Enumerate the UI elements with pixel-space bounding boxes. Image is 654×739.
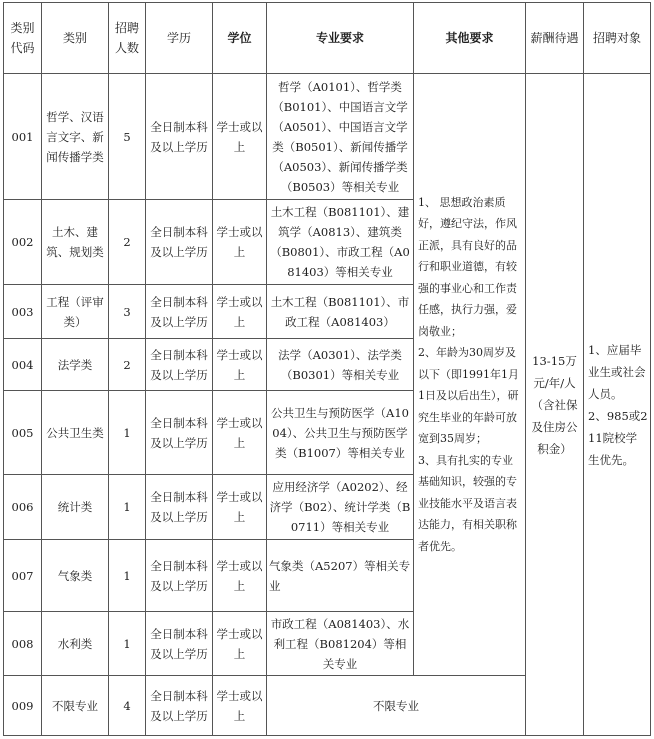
- cell-major: 公共卫生与预防医学（A1004）、公共卫生与预防医学类（B1007）等相关专业: [267, 391, 414, 475]
- target-item: 1、应届毕业生或社会人员。: [588, 342, 646, 401]
- target-item: 2、985或211院校学生优先。: [588, 408, 648, 467]
- cell-major: 土木工程（B081101）、市政工程（A081403）: [267, 285, 414, 339]
- cell-major: 气象类（A5207）等相关专业: [267, 540, 414, 612]
- cell-code: 007: [4, 540, 42, 612]
- header-other: 其他要求: [414, 3, 526, 74]
- cell-count: 2: [109, 339, 146, 391]
- salary-cell: 13-15万元/年/人（含社保及住房公积金）: [526, 74, 584, 736]
- cell-code: 002: [4, 200, 42, 285]
- cell-major: 不限专业: [267, 676, 526, 736]
- cell-category: 统计类: [42, 475, 109, 540]
- cell-education: 全日制本科及以上学历: [146, 676, 213, 736]
- header-count: 招聘人数: [109, 3, 146, 74]
- cell-code: 003: [4, 285, 42, 339]
- cell-education: 全日制本科及以上学历: [146, 74, 213, 200]
- cell-code: 005: [4, 391, 42, 475]
- cell-count: 4: [109, 676, 146, 736]
- cell-count: 1: [109, 540, 146, 612]
- cell-major: 应用经济学（A0202）、经济学（B02）、统计学类（B0711）等相关专业: [267, 475, 414, 540]
- cell-major: 土木工程（B081101）、建筑学（A0813）、建筑类（B0801）、市政工程（A081403）等相关专业: [267, 200, 414, 285]
- recruitment-table: [3, 2, 651, 736]
- cell-degree: 学士或以上: [213, 200, 267, 285]
- other-requirements-cell: [414, 74, 526, 676]
- header-category: 类别: [42, 3, 109, 74]
- cell-code: 009: [4, 676, 42, 736]
- cell-category: 气象类: [42, 540, 109, 612]
- header-major: 专业要求: [267, 3, 414, 74]
- cell-count: 1: [109, 612, 146, 676]
- table-row: [4, 74, 651, 200]
- cell-degree: 学士或以上: [213, 391, 267, 475]
- other-requirement-item: 1、 思想政治素质好，遵纪守法，作风正派，具有良好的品行和职业道德，有较强的事业心和工作责任感，执行力强，爱岗敬业；: [418, 195, 517, 338]
- cell-major: 市政工程（A081403）、水利工程（B081204）等相关专业: [267, 612, 414, 676]
- cell-category: 公共卫生类: [42, 391, 109, 475]
- cell-degree: 学士或以上: [213, 339, 267, 391]
- cell-major: 哲学（A0101）、哲学类（B0101）、中国语言文学（A0501）、中国语言文学类（B0501）、新闻传播学（A0503）、新闻传播学类（B0503）等相关专业: [267, 74, 414, 200]
- cell-category: 工程（评审类）: [42, 285, 109, 339]
- cell-degree: 学士或以上: [213, 612, 267, 676]
- cell-education: 全日制本科及以上学历: [146, 540, 213, 612]
- cell-code: 001: [4, 74, 42, 200]
- cell-category: 土木、建筑、规划类: [42, 200, 109, 285]
- header-degree: 学位: [213, 3, 267, 74]
- header-target: 招聘对象: [584, 3, 651, 74]
- cell-degree: 学士或以上: [213, 540, 267, 612]
- cell-major: 法学（A0301）、法学类（B0301）等相关专业: [267, 339, 414, 391]
- cell-code: 008: [4, 612, 42, 676]
- other-requirement-item: 3、具有扎实的专业基础知识，较强的专业技能水平及语言表达能力，有相关职称者优先。: [418, 453, 517, 553]
- cell-code: 006: [4, 475, 42, 540]
- cell-category: 法学类: [42, 339, 109, 391]
- cell-education: 全日制本科及以上学历: [146, 200, 213, 285]
- cell-count: 5: [109, 74, 146, 200]
- cell-education: 全日制本科及以上学历: [146, 612, 213, 676]
- cell-count: 3: [109, 285, 146, 339]
- header-education: 学历: [146, 3, 213, 74]
- header-salary: 薪酬待遇: [526, 3, 584, 74]
- cell-category: 哲学、汉语言文字、新闻传播学类: [42, 74, 109, 200]
- target-cell: [584, 74, 651, 736]
- cell-education: 全日制本科及以上学历: [146, 475, 213, 540]
- other-requirement-item: 2、年龄为30周岁及以下（即1991年1月1日及以后出生），研究生毕业的年龄可放宽到35周岁；: [418, 346, 519, 446]
- cell-code: 004: [4, 339, 42, 391]
- cell-count: 1: [109, 391, 146, 475]
- cell-count: 1: [109, 475, 146, 540]
- header-row: [4, 3, 651, 74]
- cell-category: 不限专业: [42, 676, 109, 736]
- cell-education: 全日制本科及以上学历: [146, 391, 213, 475]
- cell-degree: 学士或以上: [213, 285, 267, 339]
- cell-degree: 学士或以上: [213, 475, 267, 540]
- cell-degree: 学士或以上: [213, 74, 267, 200]
- cell-education: 全日制本科及以上学历: [146, 339, 213, 391]
- header-code: 类别代码: [4, 3, 42, 74]
- cell-degree: 学士或以上: [213, 676, 267, 736]
- cell-count: 2: [109, 200, 146, 285]
- cell-education: 全日制本科及以上学历: [146, 285, 213, 339]
- cell-category: 水利类: [42, 612, 109, 676]
